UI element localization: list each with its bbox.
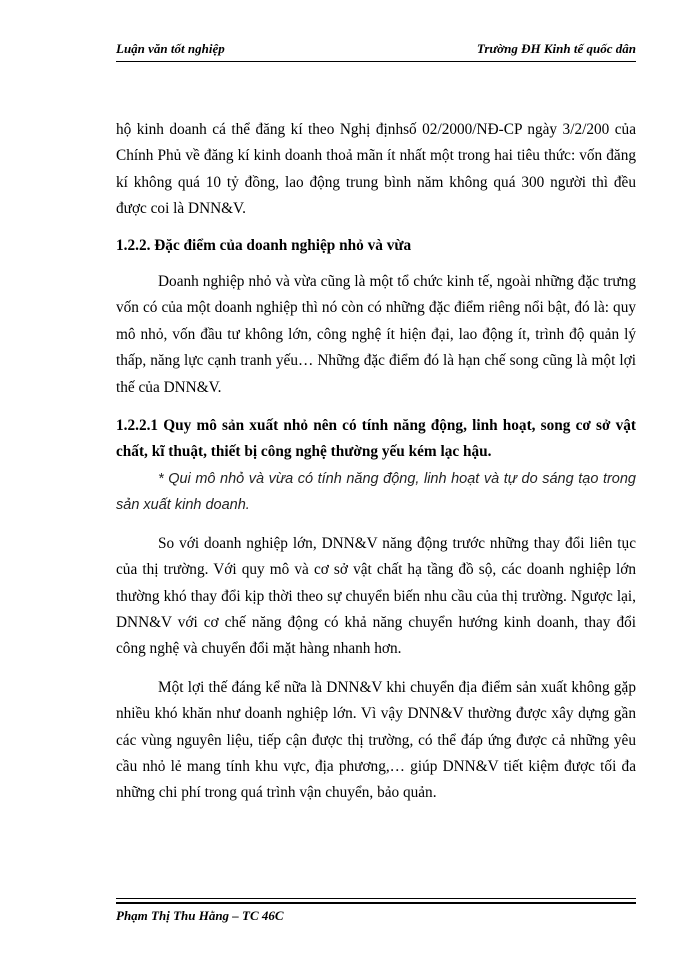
paragraph-characteristics: Doanh nghiệp nhỏ và vừa cũng là một tổ chức kinh tế, ngoài những đặc trưng vốn có của một doanh nghiệp thì nó còn có những đặc điểm riêng nổi bật, đó là: quy mô nhỏ, vốn đầu tư không lớn, công nghệ ít hiện đại, lao động ít, trình độ quản lý thấp, năng lực cạnh tranh yếu… Những đặc điểm đó là hạn chế song cũng là một lợi thế của DNN&V. — [116, 273, 636, 396]
page-header — [116, 41, 636, 59]
section-heading-1-2-2: 1.2.2. Đặc điểm của doanh nghiệp nhỏ và vừa — [116, 236, 412, 254]
header-university: Trường ĐH Kinh tế quốc dân — [476, 41, 636, 56]
footer-author: Phạm Thị Thu Hằng – TC 46C — [116, 908, 284, 923]
footer-divider-thin — [116, 898, 636, 899]
header-divider — [116, 61, 636, 62]
italic-subpoint: * Qui mô nhỏ và vừa có tính năng động, linh hoạt và tự do sáng tạo trong sản xuất kinh doanh. — [116, 470, 636, 514]
paragraph-continuation: hộ kinh doanh cá thể đăng kí theo Nghị địnhsố 02/2000/NĐ-CP ngày 3/2/200 của Chính Phủ về đăng kí kinh doanh thoả mãn ít nhất một trong hai tiêu thức: vốn đăng kí không quá 10 tỷ đồng, lao động trung bình năm không quá 300 người thì đều được coi là DNN&V. — [116, 121, 636, 218]
paragraph-dynamism: So với doanh nghiệp lớn, DNN&V năng động trước những thay đổi liên tục của thị trường. Với quy mô và cơ sở vật chất hạ tầng đồ sộ, các doanh nghiệp lớn thường khó thay đổi kịp thời theo sự chuyển biến nhu cầu của thị trường. Ngược lại, DNN&V với cơ chế năng động có khả năng chuyển hướng kinh doanh, thay đổi công nghệ và chuyển đổi mặt hàng nhanh hơn. — [116, 534, 636, 658]
page-body — [116, 117, 636, 807]
paragraph-location-advantage: Một lợi thế đáng kể nữa là DNN&V khi chuyển địa điểm sản xuất không gặp nhiều khó khăn như doanh nghiệp lớn. Vì vậy DNN&V thường được xây dựng gần các vùng nguyên liệu, tiếp cận được thị trường, có thể đáp ứng được cả những yêu cầu nhỏ lẻ mang tính khu vực, địa phương,… giúp DNN&V tiết kiệm được tối đa những chi phí trong quá trình vận chuyển, bảo quản. — [116, 678, 636, 802]
section-heading-1-2-2-1: 1.2.2.1 Quy mô sản xuất nhỏ nên có tính năng động, linh hoạt, song cơ sở vật chất, kĩ thuật, thiết bị công nghệ thường yếu kém lạc hậu. — [116, 417, 636, 461]
footer-divider-thick — [116, 902, 636, 904]
header-thesis-title: Luận văn tốt nghiệp — [116, 41, 225, 56]
